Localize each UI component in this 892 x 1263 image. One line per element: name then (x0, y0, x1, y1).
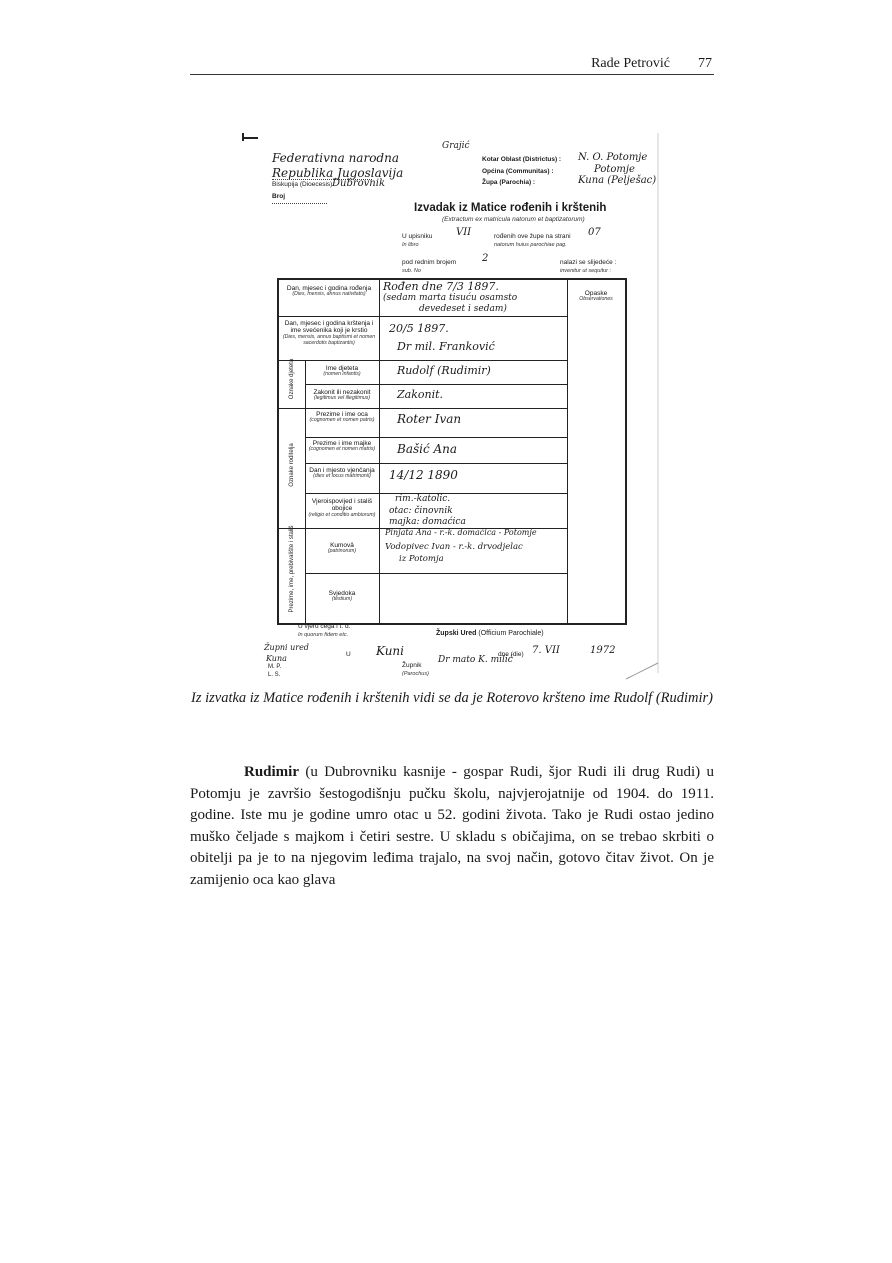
zupski-ured-text: Župski Ured (436, 630, 477, 637)
kotar-label: Kotar Oblast (Districtus) : (482, 156, 562, 163)
vjen-value: 14/12 1890 (389, 468, 458, 482)
scan-edge-marks (242, 133, 660, 681)
stamp-line-2: Kuna (266, 654, 287, 663)
ime-label-text: Ime djeteta (325, 365, 359, 372)
stamp-line-1: Župni ured (264, 643, 309, 652)
parochus-label: (Parochus) (402, 671, 429, 677)
paragraph-body: (u Dubrovniku kasnije - gospar Rudi, šjor Rudi ili drug Rudi) u Potomju je završio šestogodišnju pučku školu, najvjerojatnije od 1904. do 1911. godine. Iste mu je godine umro otac u 52. godini života. Tako je Rudi ostao jedino muško čeljade s majkom i četiri sestre. U skladu s običajima, on se trebao skrbiti o obitelji pa je to na njegovim leđima trajalo, na svoj način, gotovo čitav život. On je zamijenio oca kao glava (190, 764, 714, 888)
upisnik-latin: In libro (402, 242, 419, 248)
side-prezime-text: Prezime, ime, prebivalište i stališ (289, 525, 295, 613)
bapt-value-2: Dr mil. Franković (397, 340, 495, 353)
ls-label: L. S. (268, 672, 281, 678)
vjer-value-2: otac: činovnik (389, 506, 453, 516)
rodenih-label: rođenih ove župe na strani (494, 233, 571, 240)
dne-label: dne (die) (498, 651, 524, 658)
kum-label-text: Kumovâ (330, 542, 354, 549)
oca-label-latin: (cognomen et nomen patris) (309, 417, 375, 424)
svj-label-text: Svjedoka (328, 590, 356, 597)
dob-label-text: Dan, mjesec i godina rođenja (286, 285, 372, 292)
nalazi-label: nalazi se slijedeće : (560, 259, 617, 266)
page-number: 77 (698, 56, 712, 71)
year-value: 1972 (590, 645, 616, 656)
u-vjeru-label: U vjeru čega i t. d. (298, 623, 351, 630)
redni-value: 2 (482, 253, 489, 264)
kum-value-3: iz Potomja (399, 554, 444, 564)
paragraph-text (190, 762, 714, 892)
certificate-subtitle: (Extractum ex matricula natorum et baptizatorum) (442, 216, 585, 223)
officium-text: (Officium Parochiale) (478, 630, 544, 637)
zupa-label: Župa (Parochia) : (482, 179, 536, 186)
majke-label-latin: (cognomen et nomen matris) (308, 446, 376, 453)
kum-value-1: Pinjata Ana - r.-k. domaćica - Potomje (385, 528, 537, 537)
kum-value-2: Vodopivec Ivan - r.-k. drvodjelac (385, 542, 523, 552)
zak-label-latin: (legitimus vel illegitimus) (313, 395, 371, 402)
vjen-label-text: Dan i mjesto vjenčanja (309, 467, 375, 474)
figure-caption: Iz izvatka iz Matice rođenih i krštenih vidi se da je Roterovo kršteno ime Rudolf (Rudimir) (190, 690, 714, 706)
bapt-label-text: Dan, mjesec i godina krštenja i ime svećenika koji je krstio (284, 320, 374, 335)
dob-value-2: (sedam marta tisuću osamsto (383, 293, 518, 303)
opaske-label-text: Opaske (584, 290, 608, 297)
certificate-title: Izvadak iz Matice rođenih i krštenih (414, 202, 607, 214)
vjer-value-3: majka: domaćica (389, 517, 466, 527)
svj-label-latin: (testium) (331, 596, 353, 603)
oca-value: Roter Ivan (397, 412, 462, 426)
zupa-value: Kuna (Pelješac) (578, 175, 657, 186)
hand-republic-line1: Federativna narodna (272, 151, 399, 165)
dob-label-latin: (Dies, mensis, annus nativitatis) (292, 291, 366, 298)
grajic-note: Grajić (442, 141, 470, 151)
opaske-label-latin: Observationes (579, 296, 613, 303)
upisnik-label: U upisniku (402, 233, 433, 240)
mp-label: M. P. (268, 664, 282, 670)
upisnik-value: VII (456, 227, 472, 238)
date-value: 7. VII (532, 645, 560, 656)
kum-label-latin: (patrinorum) (327, 548, 357, 555)
bold-lead: Rudimir (244, 764, 300, 780)
opcina-value: Potomje (594, 164, 635, 175)
opcina-label: Općina (Communitas) : (482, 168, 554, 175)
ime-label-latin: (nomen infantis) (323, 371, 361, 378)
zupnik-label: Župnik (402, 662, 422, 669)
majke-value: Bašić Ana (397, 442, 458, 456)
ime-value: Rudolf (Rudimir) (397, 364, 491, 377)
side-oznake-djeteta-text: Oznake djeteta (289, 358, 295, 400)
oca-label-text: Prezime i ime oca (316, 411, 368, 418)
u-vjeru-latin: In quorum fidem etc. (298, 632, 349, 638)
rodenih-latin: natorum huius parochiae pag. (494, 242, 567, 248)
dob-value-3: devedeset i sedam) (419, 304, 507, 314)
zupnik-signature: Dr mato K. milić (438, 655, 513, 665)
bapt-value-1: 20/5 1897. (389, 322, 449, 335)
side-oznake-roditelja-text: Oznake roditelja (289, 443, 295, 487)
hand-republic-line2: Republika Jugoslavija (272, 166, 404, 180)
kotar-value: N. O. Potomje (578, 152, 648, 163)
body-paragraph (190, 762, 714, 892)
majke-label-text: Prezime i ime majke (312, 440, 372, 447)
place-value: Kuni (376, 644, 404, 658)
biskupija-label: Biskupija (Dioecesis) : (272, 181, 336, 188)
running-header (190, 54, 714, 75)
dob-value-1: Rođen dne 7/3 1897. (383, 280, 499, 293)
bapt-label-latin: (Dies, mensis, annus baptismi et nomen sacerdotis baptizantis) (282, 333, 376, 346)
nalazi-latin: invenitur ut sequitur : (560, 268, 612, 274)
vjer-label-text: Vjeroispovijed i stališ obojice (311, 498, 373, 513)
redni-label: pod rednim brojem (402, 259, 457, 266)
rodenih-value: 07 (588, 227, 601, 238)
header-author: Rade Petrović (591, 56, 670, 71)
redni-latin: sub. No (402, 268, 421, 274)
vjer-label-latin: (religio et conditio ambiorum) (308, 511, 376, 518)
broj-label: Broj (272, 193, 285, 200)
zak-label-text: Zakonit ili nezakonit (313, 389, 371, 396)
birth-certificate-scan (242, 133, 660, 681)
biskupija-value: Dubrovnik (332, 178, 386, 189)
vjer-value-1: rim.-katolic. (395, 494, 451, 504)
u-label: U (346, 651, 351, 658)
zak-value: Zakonit. (397, 388, 444, 401)
vjen-label-latin: (dies et locus matrimonii) (313, 473, 371, 480)
